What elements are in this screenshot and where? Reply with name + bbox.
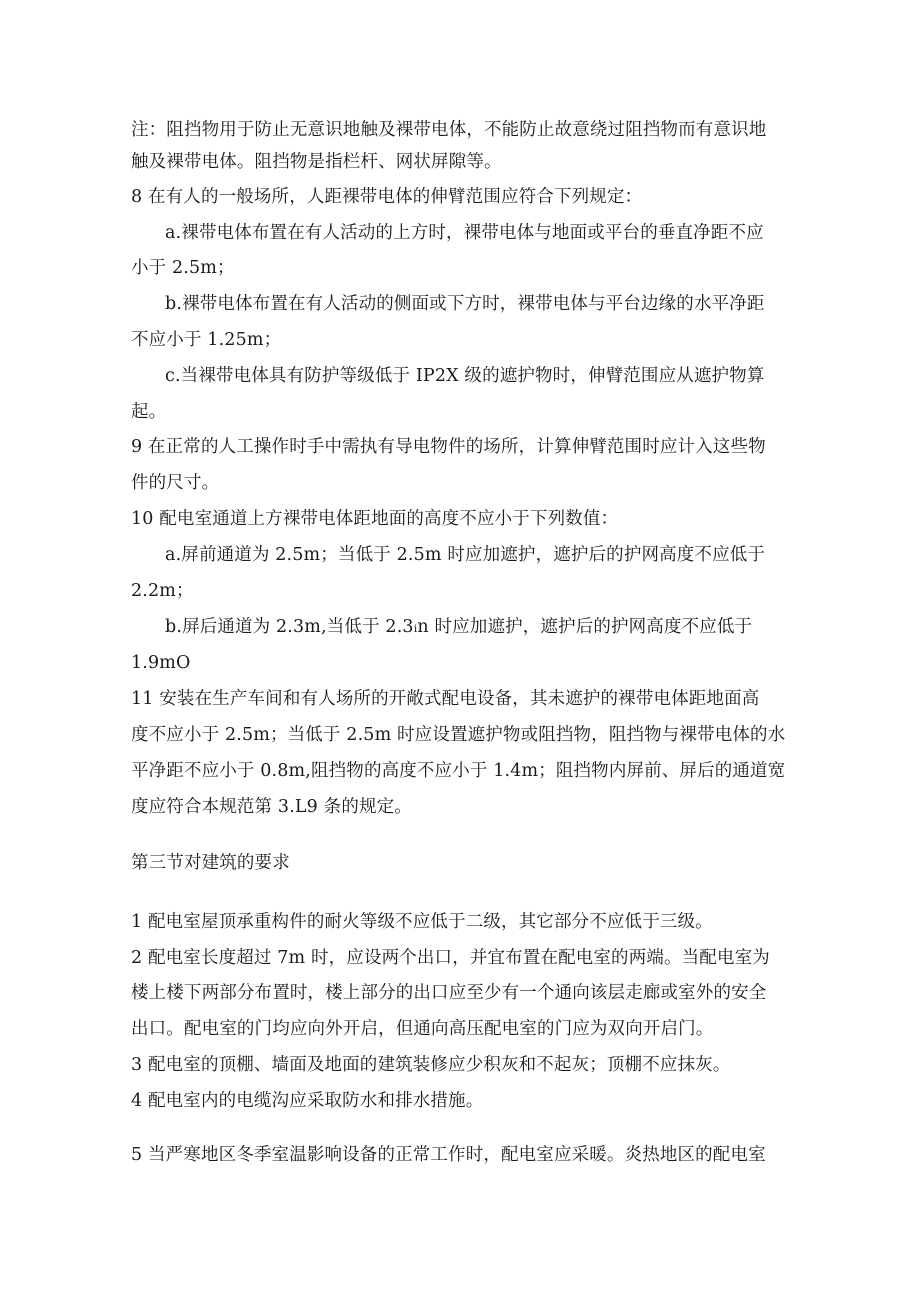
building-clause-4: 4 配电室内的电缆沟应采取防水和排水措施。 xyxy=(131,1091,484,1111)
note-line: 注：阻挡物用于防止无意识地触及裸带电体，不能防止故意绕过阻挡物而有意识地 xyxy=(131,120,767,140)
clause-9-cont: 件的尺寸。 xyxy=(131,473,220,493)
building-clause-3: 3 配电室的顶棚、墙面及地面的建筑装修应少积灰和不起灰；顶棚不应抹灰。 xyxy=(131,1055,731,1075)
clause-10-a-cont: 2.2m； xyxy=(131,581,194,601)
building-clause-2-cont-2: 出口。配电室的门均应向外开启，但通向高压配电室的门应为双向开启门。 xyxy=(131,1019,714,1039)
clause-8-c-cont: 起。 xyxy=(131,402,167,422)
clause-8-b: b.裸带电体布置在有人活动的侧面或下方时，裸带电体与平台边缘的水平净距 xyxy=(165,294,765,314)
clause-10-a: a.屏前通道为 2.5m；当低于 2.5m 时应加遮护，遮护后的护网高度不应低于 xyxy=(165,545,766,565)
building-clause-2-cont-1: 楼上楼下两部分布置时，楼上部分的出口应至少有一个通向该层走廊或室外的安全 xyxy=(131,983,767,1003)
clause-10: 10 配电室通道上方裸带电体距地面的高度不应小于下列数值： xyxy=(131,509,619,529)
clause-8-a: a.裸带电体布置在有人活动的上方时，裸带电体与地面或平台的垂直净距不应 xyxy=(165,223,764,243)
clause-8-c: c.当裸带电体具有防护等级低于 IP2X 级的遮护物时，伸臂范围应从遮护物算 xyxy=(165,366,765,386)
clause-11-cont-3: 度应符合本规范第 3.L9 条的规定。 xyxy=(131,797,412,817)
clause-8-a-cont: 小于 2.5m； xyxy=(131,258,235,278)
building-clause-5: 5 当严寒地区冬季室温影响设备的正常工作时，配电室应采暖。炎热地区的配电室 xyxy=(131,1145,766,1165)
note-line-cont: 触及裸带电体。阻挡物是指栏杆、网状屏隙等。 xyxy=(131,152,502,172)
clause-9: 9 在正常的人工操作时手中需执有导电物件的场所，计算伸臂范围时应计入这些物 xyxy=(131,437,766,457)
clause-10-b-cont: 1.9mO xyxy=(131,653,191,673)
clause-11-cont-2: 平净距不应小于 0.8m,阻挡物的高度不应小于 1.4m；阻挡物内屏前、屏后的通道宽 xyxy=(131,761,786,781)
clause-8-b-cont: 不应小于 1.25m； xyxy=(131,330,282,350)
clause-8: 8 在有人的一般场所，人距裸带电体的伸臂范围应符合下列规定： xyxy=(131,187,643,207)
building-clause-1: 1 配电室屋顶承重构件的耐火等级不应低于二级，其它部分不应低于三级。 xyxy=(131,912,713,932)
building-clause-2: 2 配电室长度超过 7m 时，应设两个出口，并宜布置在配电室的两端。当配电室为 xyxy=(131,948,770,968)
clause-11: 11 安装在生产车间和有人场所的开敞式配电设备，其未遮护的裸带电体距地面高 xyxy=(131,689,760,709)
clause-10-b: b.屏后通道为 2.3m,当低于 2.3ᵢn 时应加遮护，遮护后的护网高度不应低于 xyxy=(165,617,753,637)
section-heading: 第三节对建筑的要求 xyxy=(131,853,290,873)
clause-11-cont-1: 度不应小于 2.5m；当低于 2.5m 时应设置遮护物或阻挡物，阻挡物与裸带电体的水 xyxy=(131,725,786,745)
